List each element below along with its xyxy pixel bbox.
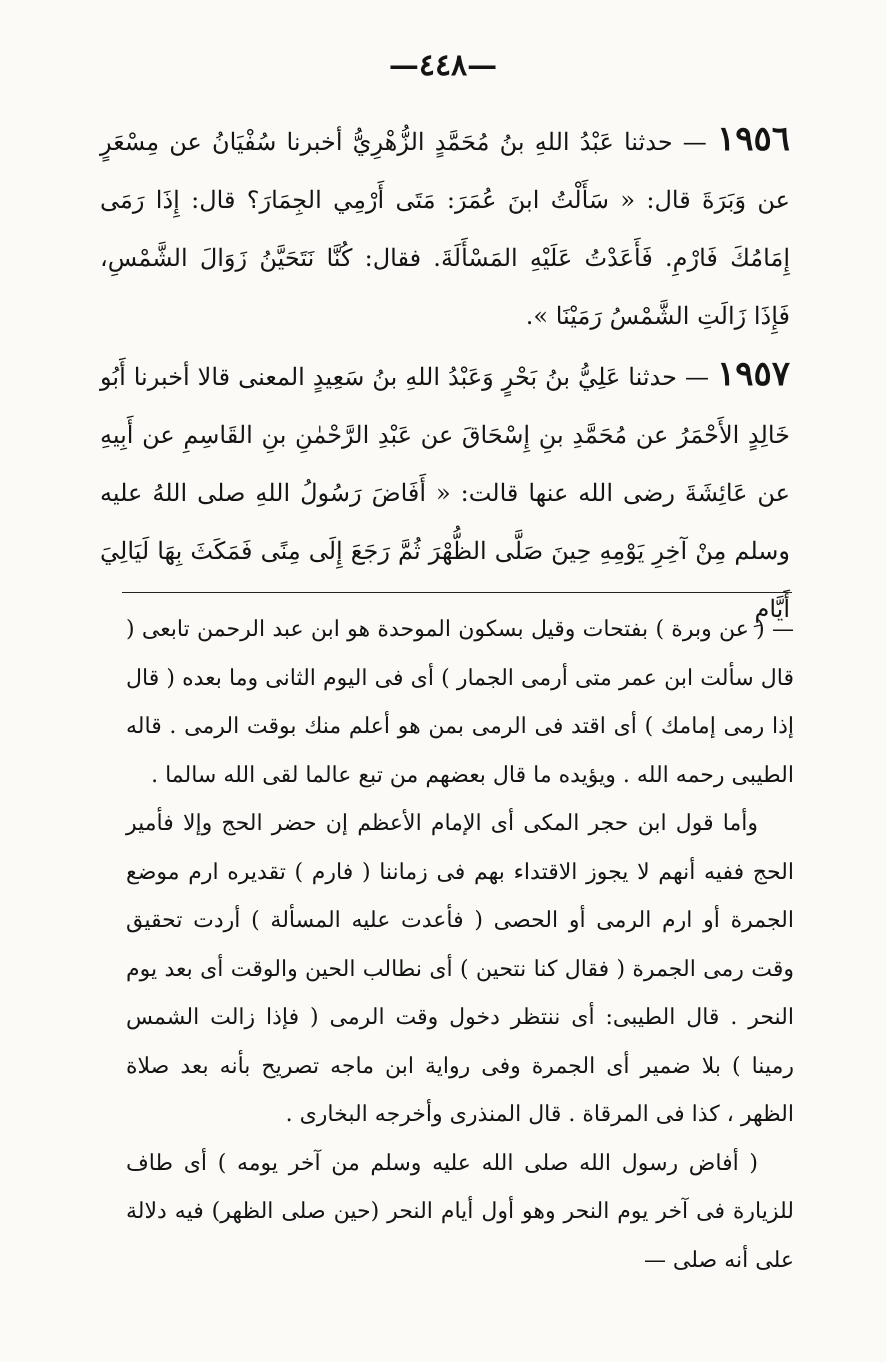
commentary-paragraph: — ( عن وبرة ) بفتحات وقيل بسكون الموحدة هو ابن عبد الرحمن تابعى ( قال سألت ابن عمر متى أرمى الجمار ) أى فى اليوم الثانى وما بعده ( قال إذا رمى إمامك ) أى اقتد فى الرمى بمن هو أعلم منك بوقت الرمى . قاله الطيبى رحمه الله . ويؤيده ما قال بعضهم من تبع عالما لقى الله سالما . (126, 617, 794, 788)
commentary-paragraph: وأما قول ابن حجر المكى أى الإمام الأعظم إن حضر الحج وإلا فأمير الحج ففيه أنهم لا يجوز الاقتداء بهم فى زماننا ( فارم ) تقديره ارم موضع الجمرة أو ارم الرمى أو الحصى ( فأعدت عليه المسألة ) أردت تحقيق وقت رمى الجمرة ( فقال كنا نتحين ) أى نطالب الحين والوقت أى بعد يوم النحر . قال الطيبى: أى ننتظر دخول وقت الرمى ( فإذا زالت الشمس رمينا ) بلا ضمير أى الجمرة وفى رواية ابن ماجه تصريح بأنه بعد صلاة الظهر ، كذا فى المرقاة . قال المنذرى وأخرجه البخارى . (126, 811, 794, 1127)
hadith-body: — حدثنا عَبْدُ اللهِ بنُ مُحَمَّدٍ الزُّهْرِيُّ أخبرنا سُفْيَانُ عن مِسْعَرٍ عن وَبَرَةَ قال: « سَأَلْتُ ابنَ عُمَرَ: مَتَى أَرْمِي الجِمَارَ؟ قال: إِذَا رَمَى إِمَامُكَ فَارْمِ. فَأَعَدْتُ عَلَيْهِ المَسْأَلَةَ. فقال: كُنَّا نَتَحَيَّنُ زَوَالَ الشَّمْسِ، فَإِذَا زَالَتِ الشَّمْسُ رَمَيْنَا ». (100, 128, 790, 330)
hadith-1957 (100, 345, 790, 638)
hadith-number: ١٩٥٦ (716, 119, 791, 159)
hadith-1956 (100, 110, 790, 345)
footnote-divider (122, 592, 792, 593)
hadith-body: — حدثنا عَلِيُّ بنُ بَحْرٍ وَعَبْدُ اللهِ بنُ سَعِيدٍ المعنى قالا أخبرنا أَبُو خَالِدٍ الأَحْمَرُ عن مُحَمَّدِ بنِ إِسْحَاقَ عن عَبْدِ الرَّحْمٰنِ بنِ القَاسِمِ عن أَبِيهِ عن عَائِشَةَ رضى الله عنها قالت: « أَفَاضَ رَسُولُ اللهِ صلى اللهُ عليه وسلم مِنْ آخِرِ يَوْمِهِ حِينَ صَلَّى الظُّهْرَ ثُمَّ رَجَعَ إِلَى مِنًى فَمَكَثَ بِهَا لَيَالِيَ أَيَّامِ (100, 363, 790, 623)
page-number: —٤٤٨— (388, 48, 498, 83)
hadith-text-block (100, 110, 790, 638)
commentary-paragraph: ( أفاض رسول الله صلى الله عليه وسلم من آخر يومه ) أى طاف للزيارة فى آخر يوم النحر وهو أول أيام النحر (حين صلى الظهر) فيه دلالة على أنه صلى — (126, 1150, 794, 1273)
hadith-number: ١٩٥٧ (716, 354, 790, 394)
commentary-block (126, 606, 794, 1285)
